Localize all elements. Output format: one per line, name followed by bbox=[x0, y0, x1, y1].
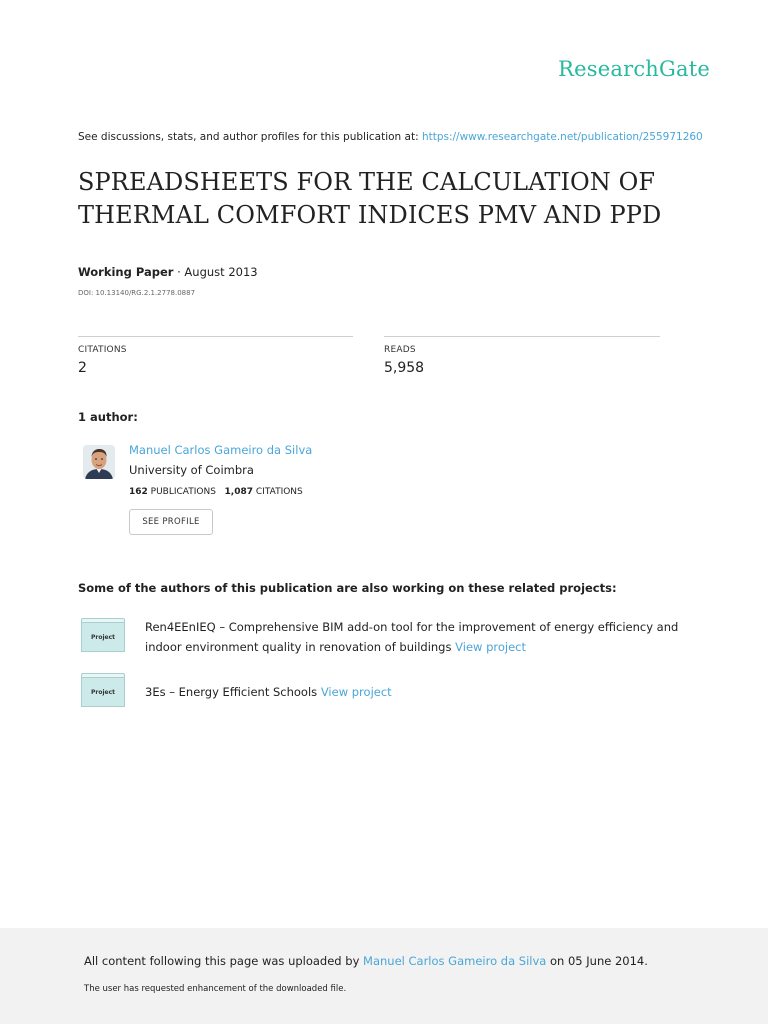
author-institution: University of Coimbra bbox=[129, 463, 254, 477]
upload-prefix: All content following this page was uploaded by bbox=[84, 954, 364, 968]
citations-value: 2 bbox=[78, 360, 87, 376]
author-stats bbox=[129, 487, 303, 497]
discussion-line bbox=[78, 131, 703, 143]
reads-divider bbox=[384, 336, 660, 337]
project-item-1 bbox=[145, 617, 705, 657]
project-1-description: Ren4EEnIEQ – Comprehensive BIM add-on tool for the improvement of energy efficiency and indoor environment quality in renovation of buildings bbox=[145, 620, 679, 654]
title-line-2: THERMAL COMFORT INDICES PMV AND PPD bbox=[78, 201, 662, 229]
project-icon-label: Project bbox=[81, 677, 125, 707]
author-citations-label: CITATIONS bbox=[253, 487, 303, 497]
project-icon-label: Project bbox=[81, 622, 125, 652]
author-name-link[interactable]: Manuel Carlos Gameiro da Silva bbox=[129, 443, 313, 457]
publication-date: · August 2013 bbox=[173, 265, 258, 279]
download-footer bbox=[0, 928, 768, 1024]
author-publications-count: 162 bbox=[129, 487, 148, 497]
discussion-prefix: See discussions, stats, and author profiles for this publication at: bbox=[78, 131, 422, 143]
related-projects-heading: Some of the authors of this publication are also working on these related projects: bbox=[78, 581, 617, 595]
authors-heading: 1 author: bbox=[78, 410, 138, 424]
project-item-2 bbox=[145, 682, 705, 702]
title-line-1: SPREADSHEETS FOR THE CALCULATION OF bbox=[78, 168, 656, 196]
publication-url-link[interactable]: https://www.researchgate.net/publication/255971260 bbox=[421, 131, 703, 143]
see-profile-button[interactable]: SEE PROFILE bbox=[129, 509, 213, 535]
project-folder-icon[interactable] bbox=[81, 673, 125, 707]
author-citations-count: 1,087 bbox=[224, 487, 254, 497]
publication-meta bbox=[78, 265, 258, 279]
publication-doi: DOI: 10.13140/RG.2.1.2778.0887 bbox=[78, 289, 196, 297]
reads-label: READS bbox=[384, 345, 416, 355]
enhancement-note: The user has requested enhancement of the downloaded file. bbox=[84, 984, 347, 994]
citations-label: CITATIONS bbox=[78, 345, 127, 355]
project-folder-icon[interactable] bbox=[81, 618, 125, 652]
citations-divider bbox=[78, 336, 353, 337]
project-2-description: 3Es – Energy Efficient Schools bbox=[145, 685, 321, 699]
upload-notice bbox=[84, 954, 648, 968]
researchgate-logo[interactable]: ResearchGate bbox=[558, 57, 710, 81]
project-2-view-link[interactable]: View project bbox=[320, 685, 392, 699]
publication-type: Working Paper bbox=[78, 265, 174, 279]
author-avatar[interactable] bbox=[83, 445, 115, 479]
author-photo-icon bbox=[83, 445, 115, 479]
publication-title bbox=[78, 166, 698, 232]
upload-suffix: on 05 June 2014. bbox=[546, 954, 648, 968]
reads-value: 5,958 bbox=[384, 360, 425, 376]
uploader-link[interactable]: Manuel Carlos Gameiro da Silva bbox=[363, 954, 547, 968]
author-publications-label: PUBLICATIONS bbox=[147, 487, 216, 497]
project-1-view-link[interactable]: View project bbox=[455, 640, 526, 654]
